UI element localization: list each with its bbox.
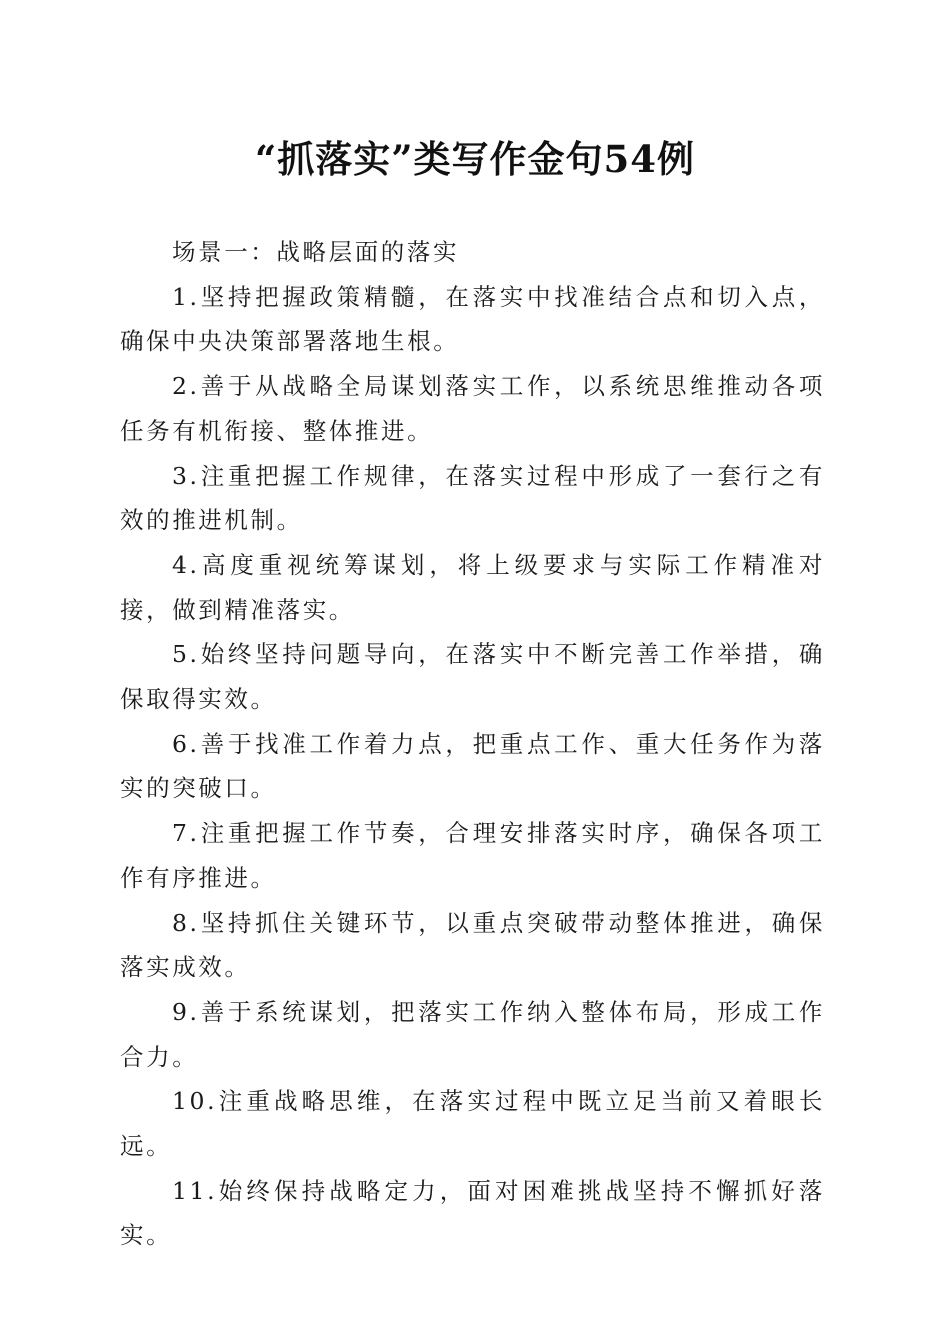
list-item: 5.始终坚持问题导向，在落实中不断完善工作举措，确保取得实效。 [120,640,825,714]
list-item: 8.坚持抓住关键环节，以重点突破带动整体推进，确保落实成效。 [120,908,825,982]
list-item: 10.注重战略思维，在落实过程中既立足当前又着眼长远。 [120,1087,825,1161]
document-title: “抓落实”类写作金句54例 [254,137,696,181]
list-item: 3.注重把握工作规律，在落实过程中形成了一套行之有效的推进机制。 [120,461,825,535]
list-item: 6.善于找准工作着力点，把重点工作、重大任务作为落实的突破口。 [120,729,825,803]
list-item: 7.注重把握工作节奏，合理安排落实时序，确保各项工作有序推进。 [120,819,825,892]
list-item: 9.善于系统谋划，把落实工作纳入整体布局，形成工作合力。 [120,997,825,1071]
list-item: 11.始终保持战略定力，面对困难挑战坚持不懈抓好落实。 [120,1176,825,1250]
list-item: 4.高度重视统筹谋划，将上级要求与实际工作精准对接，做到精准落实。 [120,550,825,624]
section-heading: 场景一：战略层面的落实 [172,238,460,266]
document-body [120,230,825,1258]
list-item: 2.善于从战略全局谋划落实工作，以系统思维推动各项任务有机衔接、整体推进。 [120,372,825,445]
list-item: 1.坚持把握政策精髓，在落实中找准结合点和切入点，确保中央决策部署落地生根。 [120,282,825,356]
